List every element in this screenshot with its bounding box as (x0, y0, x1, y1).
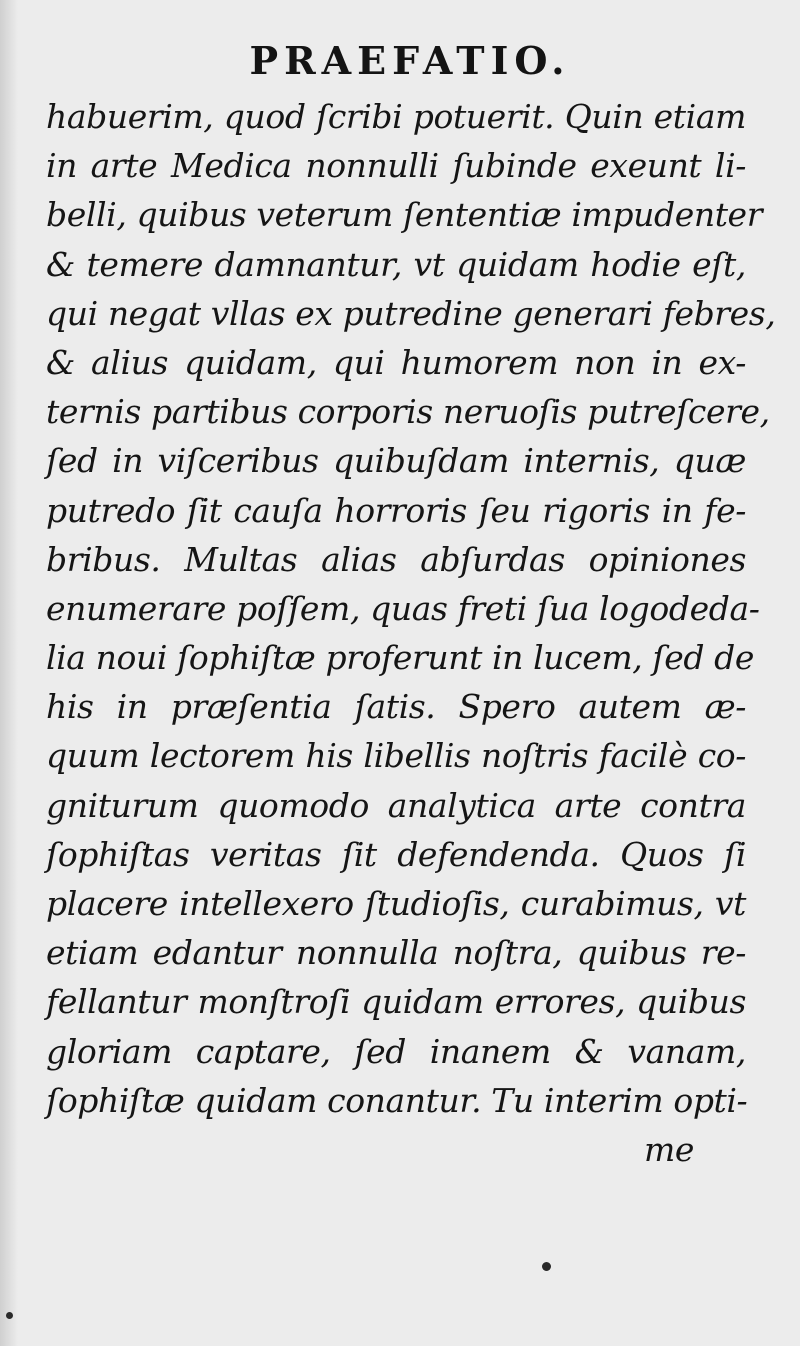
text-line: habuerim, quod ſcribi potuerit. Quin etiam (46, 97, 746, 136)
text-line: putredo ſit cauſa horroris ſeu rigoris in fe- (46, 490, 746, 530)
text-line: his in præſentia ſatis. Spero autem æ- (46, 687, 746, 727)
text-line: qui negat vllas ex putredine generari febres, (46, 293, 776, 333)
text-line: belli, quibus veterum ſententiæ impudenter (46, 195, 763, 235)
text-line: placere intellexero ſtudioſis, curabimus, vt (46, 884, 746, 923)
text-line: in arte Medica nonnulli ſubinde exeunt li- (46, 146, 746, 186)
text-line: ternis partibus corporis neruoſis putreſcere, (46, 392, 770, 432)
ink-speck (542, 1262, 551, 1271)
text-line: & alius quidam, qui humorem non in ex- (46, 342, 746, 382)
text-line: enumerare poſſem, quas freti ſua logodeda- (46, 588, 760, 628)
text-line: bribus. Multas alias abſurdas opiniones (46, 539, 746, 579)
text-line: quum lectorem his libellis noſtris facilè co- (46, 736, 746, 776)
text-line: & temere damnantur, vt quidam hodie eſt, (46, 244, 746, 284)
text-line: gloriam captare, ſed inanem & vanam, (46, 1031, 746, 1071)
page-gutter-shadow (0, 0, 18, 1346)
catchword: me (643, 1129, 694, 1169)
body-text (46, 92, 776, 1174)
text-line: ſophiſtas veritas ſit defendenda. Quos ſi (46, 834, 746, 874)
text-line: fellantur monſtroſi quidam errores, quibus (46, 982, 746, 1022)
text-line: ſophiſtæ quidam conantur. Tu interim opti- (46, 1080, 748, 1120)
ink-speck (6, 1312, 13, 1319)
running-head: PRAEFATIO. (249, 38, 571, 83)
text-line: etiam edantur nonnulla noſtra, quibus re- (46, 933, 746, 973)
text-line: ſed in viſceribus quibuſdam internis, quæ (46, 441, 746, 481)
text-line: lia noui ſophiſtæ proferunt in lucem, ſed de (46, 638, 755, 678)
text-line: gniturum quomodo analytica arte contra (46, 785, 746, 825)
